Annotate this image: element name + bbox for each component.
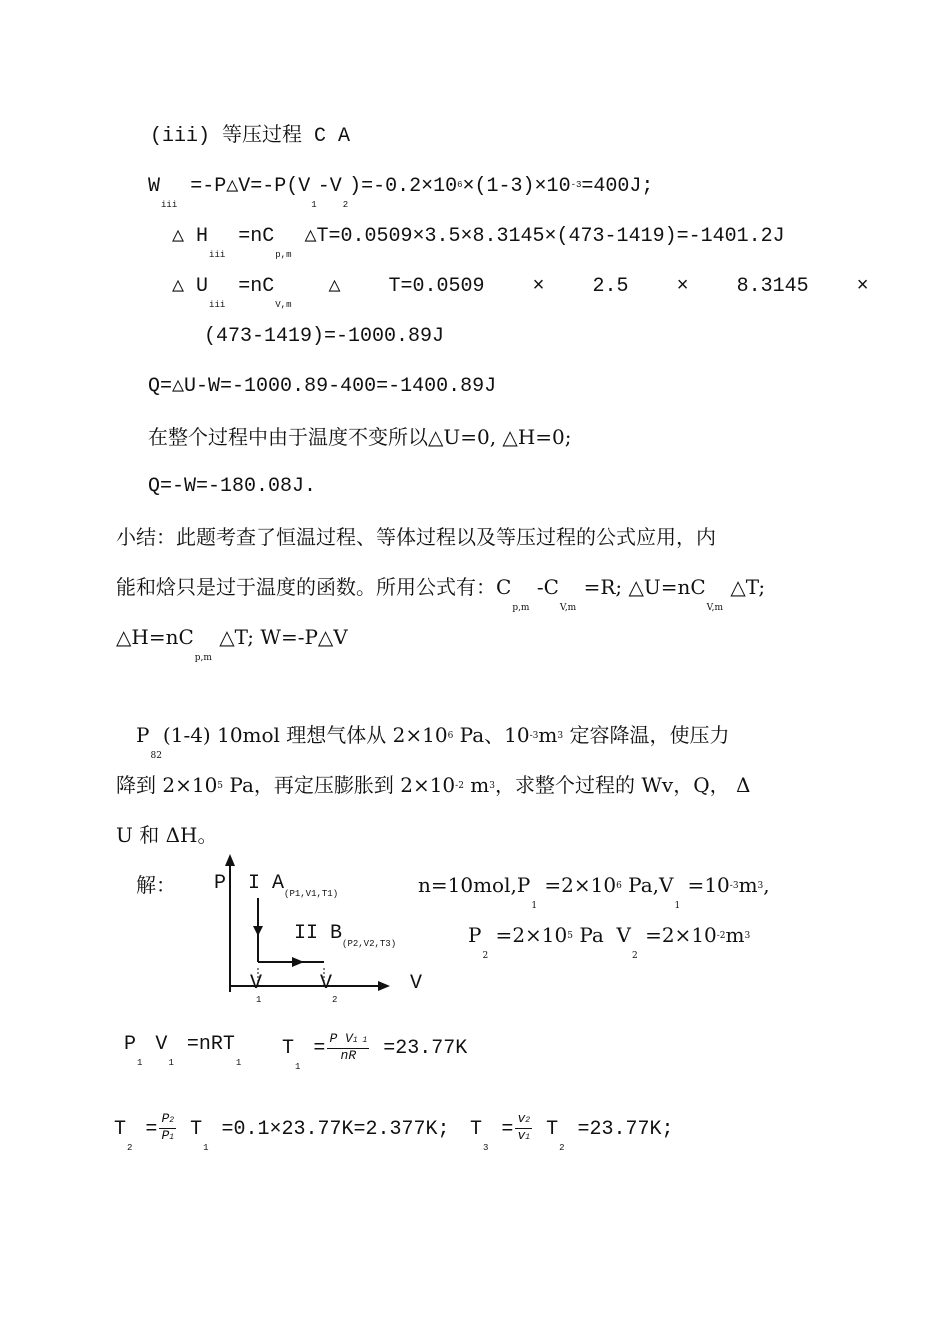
t3-fraction: $\frac{v2}{v1}$	[517, 1111, 531, 1143]
line-iii-isobaric: (iii) 等压过程 C A	[150, 125, 351, 148]
process-i-arrow	[253, 926, 263, 936]
summary-line-1: 小结：此题考查了恒温过程、等体过程以及等压过程的公式应用，内	[116, 525, 716, 549]
eq-t3: $T_3$ = $\frac{v2}{v1}$ $T_2 =23.77K$;	[470, 1111, 674, 1153]
process-ii-arrow	[292, 957, 304, 967]
label-point-a: I $A_{(P1,V1,T1)}$	[248, 872, 339, 899]
line-whole-process: 在整个过程中由于温度不变所以△U=0, △H=0;	[148, 425, 572, 449]
label-v1: $V_1$	[250, 972, 263, 1005]
v-axis-label: V	[410, 972, 423, 995]
t2-fraction: $\frac{P2}{P1}$	[161, 1111, 175, 1143]
label-v2: $V_2$	[320, 972, 338, 1005]
label-point-b: II $B_{(P2,V2,T3)}$	[294, 922, 397, 949]
given-state-2: $P_2 =2\times 10^5$ Pa $V_2 =2\times 10^{-2}m^3$	[468, 923, 751, 961]
problem-line-2: 降到 $2\times 10^5$ Pa，再定压膨胀到 $2\times 10^{-2}$ $m^3$，求整个过程的 Wv，Q， Δ	[116, 773, 751, 797]
p-axis-arrow	[225, 854, 235, 866]
line-q-total: Q=-W=-180.08J.	[148, 475, 317, 498]
problem-line-3: U 和 ΔH。	[116, 823, 218, 847]
p-axis-label: P	[214, 872, 227, 895]
summary-line-3: $\triangle H=nC_{p,m}$ △T; W=-P△V	[116, 625, 348, 663]
line-q-iii: Q=△U-W=-1000.89-400=-1400.89J	[148, 375, 497, 398]
solution-label: 解：	[136, 873, 176, 897]
eq-t2: $T_2$ = $\frac{P2}{P1}$ $T_1 =0.1\times 23.77K=2.377K$;	[114, 1111, 450, 1153]
problem-line-1: $P_{82}(1-4)$ 10mol 理想气体从 $2\times 10^6$ Pa、$10^{-3}m^3$ 定容降温，使压力	[136, 723, 730, 761]
summary-line-2: 能和焓只是过于温度的函数。所用公式有：$C_{p,m}$ $-C_{V,m} =R$; $\triangle U=nC_{V,m}$ △T;	[116, 575, 766, 613]
t1-fraction: $\frac{\text{P V1 1}}{nR}$	[329, 1031, 368, 1063]
line-w-iii: $W_{iii}$ $=-P\triangle V=-P(V_1-V_2)=-0.2\times 10^6\times(1-3)\times 10^{-3}=400J$;	[148, 175, 654, 210]
line-delta-u-result: (473-1419)=-1000.89J	[204, 325, 445, 348]
eq-ideal-gas: $P_1$ $V_1 =nRT_1$	[124, 1033, 242, 1068]
line-delta-h-iii: △ $H_{iii} =nC_{p,m}$ △T=0.0509×3.5×8.3145×(473-1419)=-1401.2J	[172, 225, 785, 260]
eq-t1: $T_1$ = $\frac{\text{P V1 1}}{nR}$ =23.77K	[282, 1031, 468, 1072]
v-axis-arrow	[378, 981, 390, 991]
line-delta-u-iii: △ $U_{iii} =nC_{V,m}$ △ T=0.0509 × 2.5 × 8.3145 ×	[172, 275, 869, 310]
given-state-1: $n=10mol,P_1 =2\times 10^6$ $Pa,V_1 =10^{-3}m^3$,	[418, 873, 770, 911]
